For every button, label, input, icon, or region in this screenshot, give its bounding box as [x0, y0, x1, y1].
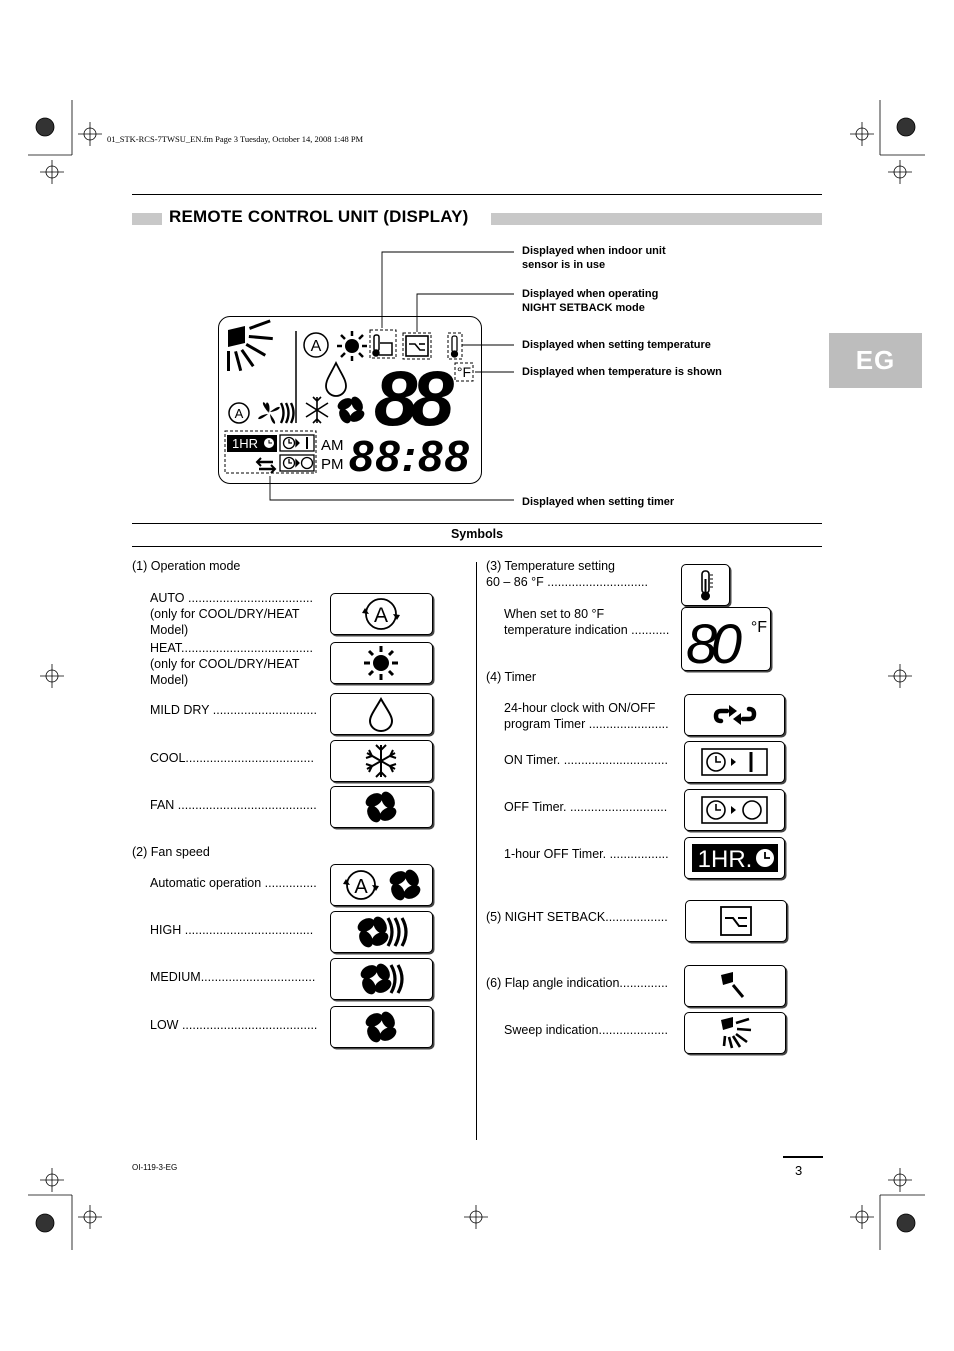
callout-sensor: Displayed when indoor unit sensor is in use: [522, 245, 666, 271]
thermometer-symbol-box: [681, 564, 730, 606]
svg-text:80: 80: [686, 612, 742, 670]
fan-speed-heading: (2) Fan speed: [132, 845, 210, 859]
svg-text:A: A: [373, 604, 389, 627]
temperature-setting-heading: (3) Temperature setting 60 – 86 °F .............................: [486, 559, 648, 589]
cycle-timer-label: 24-hour clock with ON/OFF program Timer .......................: [504, 701, 669, 731]
fan-icon: [331, 787, 432, 827]
column-divider: [476, 562, 477, 1140]
night-setback-symbol-box: [685, 900, 787, 942]
cycle-icon: [685, 695, 784, 735]
flap-icon: [685, 966, 785, 1006]
temperature-indication-box: [681, 607, 771, 671]
symbols-rule-bottom: [132, 546, 822, 547]
off-timer-label: OFF Timer. ............................: [504, 800, 668, 814]
section-title: REMOTE CONTROL UNIT (DISPLAY): [169, 207, 469, 226]
sensor-icon: [373, 335, 392, 356]
lcd-pm: PM: [321, 456, 344, 473]
callout-temperature-shown: Displayed when temperature is shown: [522, 366, 722, 378]
fan-symbol-box: [330, 786, 433, 828]
off-timer-icon: [280, 455, 314, 471]
svg-text:A: A: [234, 406, 244, 421]
lcd-segments: [219, 317, 481, 483]
one-hour-timer-symbol-box: [684, 837, 785, 879]
page-number-rule: [783, 1156, 823, 1158]
document-code: OI-119-3-EG: [132, 1163, 178, 1172]
operation-mode-heading: (1) Operation mode: [132, 559, 241, 573]
callout-timer: Displayed when setting timer: [522, 496, 675, 508]
svg-text:A: A: [354, 876, 368, 898]
drop-icon: [331, 694, 432, 734]
cool-label: COOL.....................................: [150, 751, 314, 765]
svg-text:A: A: [310, 338, 322, 355]
lcd-am: AM: [321, 437, 344, 454]
temperature-digits-display: [682, 608, 770, 670]
fan-high-label: HIGH .....................................: [150, 923, 314, 937]
flap-angle-label: (6) Flap angle indication..............: [486, 976, 669, 990]
auto-fan-icon: [331, 865, 432, 905]
night-setback-label: (5) NIGHT SETBACK..................: [486, 910, 668, 924]
heat-label: HEAT...................................... (only for COOL/DRY/HEAT Model): [150, 641, 313, 687]
fan-high-icon: [331, 912, 432, 952]
sweep-label: Sweep indication....................: [504, 1023, 668, 1037]
on-timer-icon: [280, 435, 314, 451]
callout-night-setback: Displayed when operating NIGHT SETBACK mode: [522, 288, 659, 314]
thermometer-icon: [682, 565, 729, 605]
svg-text:°F: °F: [750, 619, 768, 636]
auto-fan-icon: [229, 402, 294, 424]
lcd-degree-f: °F: [456, 364, 472, 380]
callout-setting-temperature: Displayed when setting temperature: [522, 339, 711, 351]
lcd-1hr: 1HR: [231, 436, 259, 451]
auto-mode-icon: [304, 333, 328, 357]
one-hour-timer-label: 1-hour OFF Timer. .................: [504, 847, 669, 861]
sun-icon: [337, 331, 367, 361]
flap-angle-symbol-box: [684, 965, 786, 1007]
off-timer-symbol-box: [684, 789, 785, 831]
sweep-icon: [227, 319, 273, 371]
fan-medium-label: MEDIUM.................................: [150, 970, 316, 984]
fan-label: FAN ........................................: [150, 798, 317, 812]
auto-fan-label: Automatic operation ...............: [150, 876, 317, 890]
night-setback-icon: [406, 336, 428, 356]
heat-symbol-box: [330, 642, 433, 684]
cool-symbol-box: [330, 740, 433, 782]
auto-label: AUTO .................................... (only for COOL/DRY/HEAT Model): [150, 591, 313, 637]
fan-low-symbol-box: [330, 1006, 433, 1048]
sweep-symbol-box: [684, 1012, 786, 1054]
off-timer-icon: [685, 790, 784, 830]
lcd-display: [218, 316, 482, 484]
lcd-temp-digits: 88: [374, 354, 454, 442]
language-tab: EG: [829, 333, 922, 388]
fan-high-symbol-box: [330, 911, 433, 953]
night-setback-icon: [686, 901, 786, 941]
file-meta-line: 01_STK-RCS-7TWSU_EN.fm Page 3 Tuesday, October 14, 2008 1:48 PM: [107, 134, 364, 144]
temperature-indication-label: When set to 80 °F temperature indication ...........: [504, 607, 670, 637]
mild-dry-symbol-box: [330, 693, 433, 735]
lcd-clock-digits: 88:88: [349, 432, 469, 481]
cycle-timer-symbol-box: [684, 694, 785, 736]
auto-symbol-box: [330, 593, 433, 635]
symbols-rule-top: [132, 523, 822, 524]
fan-low-icon: [331, 1007, 432, 1047]
cycle-icon: [257, 458, 275, 473]
fan-medium-symbol-box: [330, 958, 433, 1000]
sweep-icon: [685, 1013, 785, 1053]
snowflake-icon: [306, 397, 328, 423]
auto-fan-symbol-box: [330, 864, 433, 906]
drop-icon: [326, 363, 346, 396]
on-timer-symbol-box: [684, 741, 785, 783]
symbols-heading: Symbols: [450, 527, 504, 541]
on-timer-label: ON Timer. ..............................: [504, 753, 668, 767]
mild-dry-label: MILD DRY ..............................: [150, 703, 317, 717]
fan-low-label: LOW .......................................: [150, 1018, 318, 1032]
sun-icon: [331, 643, 432, 683]
one-hour-timer-icon: [685, 838, 784, 878]
snowflake-icon: [331, 741, 432, 781]
page-number: 3: [795, 1163, 803, 1178]
auto-icon: [331, 594, 432, 634]
svg-text:1HR.: 1HR.: [697, 846, 753, 873]
fan-icon: [336, 395, 367, 426]
timer-heading: (4) Timer: [486, 670, 536, 684]
fan-medium-icon: [331, 959, 432, 999]
on-timer-icon: [685, 742, 784, 782]
